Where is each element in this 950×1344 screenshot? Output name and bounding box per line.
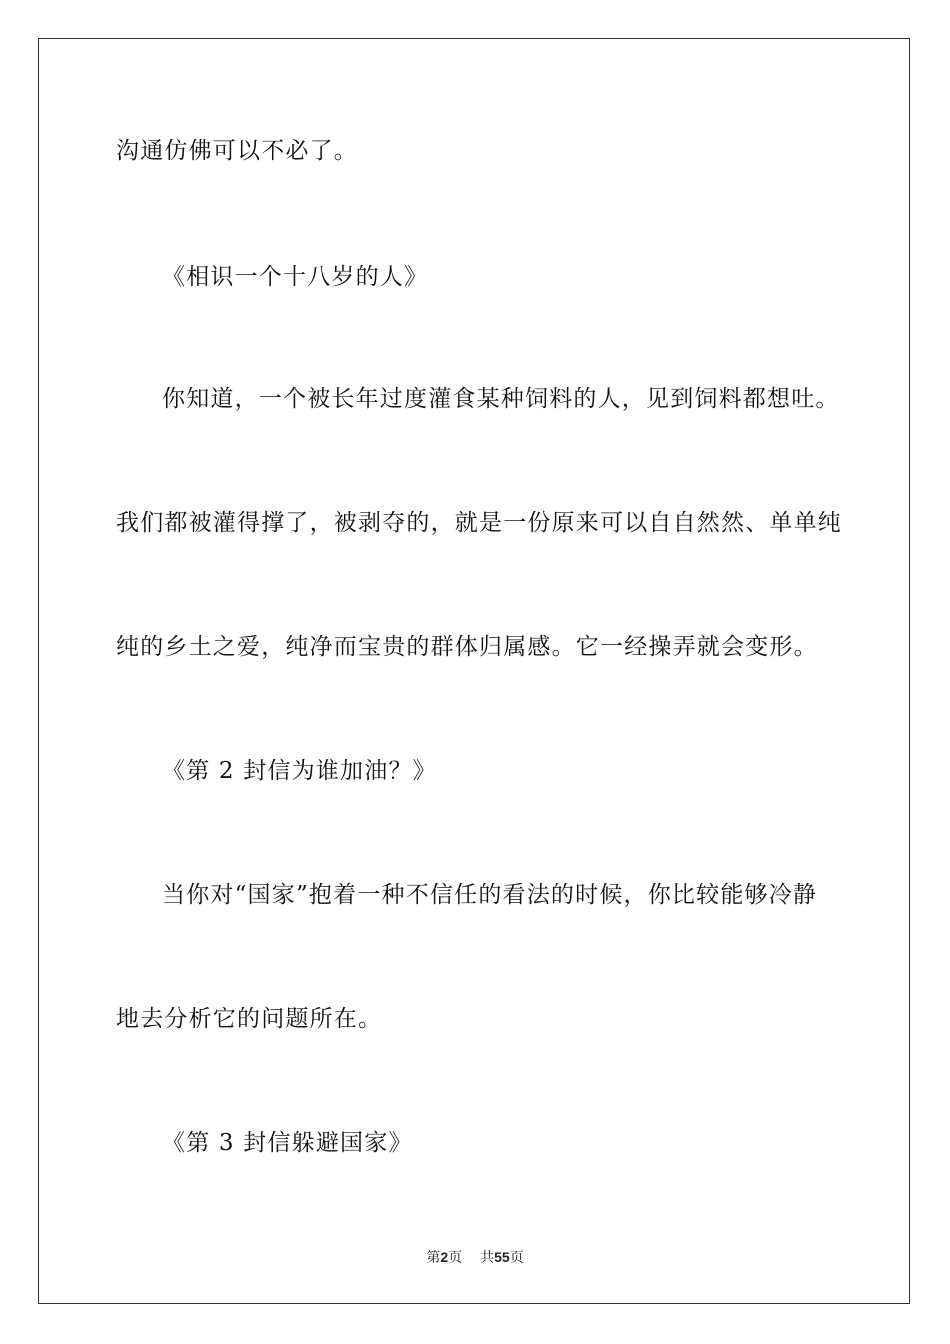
current-page-number: 2 [440,1249,449,1265]
page-footer [0,1247,950,1268]
total-prefix: 共 [480,1250,495,1266]
section-title: 《相识一个十八岁的人》 [162,264,429,290]
total-suffix: 页 [509,1250,524,1266]
text-line: 纯的乡土之爱，纯净而宝贵的群体归属感。它一经操弄就会变形。 [116,634,818,660]
text-line: 你知道，一个被长年过度灌食某种饲料的人，见到饲料都想吐。 [162,386,840,412]
page-prefix: 第 [426,1250,441,1266]
section-title: 《第 2 封信为谁加油？》 [162,758,437,784]
text-line: 沟通仿佛可以不必了。 [116,138,358,164]
text-line: 当你对“国家”抱着一种不信任的看法的时候，你比较能够冷静 [162,882,818,908]
page-suffix: 页 [448,1250,463,1266]
section-title: 《第 3 封信躲避国家》 [162,1130,413,1156]
text-line: 地去分析它的问题所在。 [116,1006,383,1032]
page-frame [38,38,910,1304]
text-line: 我们都被灌得撑了，被剥夺的，就是一份原来可以自自然然、单单纯 [116,510,842,536]
total-pages-number: 55 [494,1249,510,1265]
